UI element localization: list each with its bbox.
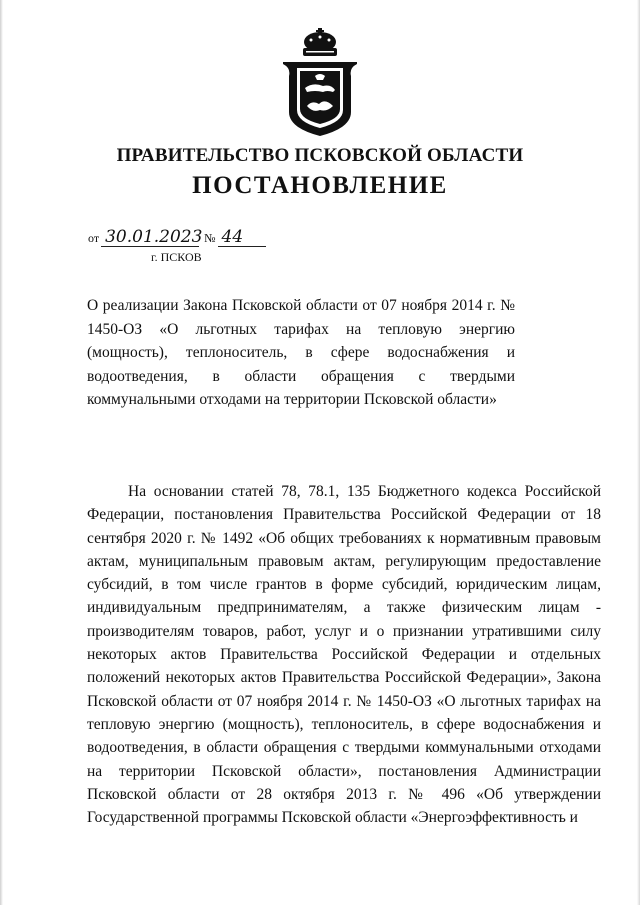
- handwritten-number: 44: [218, 228, 266, 247]
- number-prefix-label: №: [204, 231, 216, 245]
- scan-edge-left: [0, 0, 3, 905]
- date-prefix-label: от: [88, 231, 100, 245]
- city-label: г. ПСКОВ: [151, 250, 202, 264]
- document-subject: О реализации Закона Псковской области от 07 ноября 2014 г. № 1450-ОЗ «О льготных тарифах на тепловую энергию (мощность), теплоноситель, в сфере водоснабжения и водоотведения, в области обращения с твердыми коммунальными отходами на территории Псковской области»: [87, 297, 515, 409]
- document-type-heading: ПОСТАНОВЛЕНИЕ: [192, 172, 448, 199]
- coat-of-arms-icon: [277, 28, 363, 138]
- government-title: ПРАВИТЕЛЬСТВО ПСКОВСКОЙ ОБЛАСТИ: [116, 145, 524, 166]
- date-number-line: [86, 228, 266, 247]
- handwritten-date: 30.01.2023: [101, 228, 199, 247]
- body-paragraph: На основании статей 78, 78.1, 135 Бюджетного кодекса Российской Федерации, постановления Правительства Российской Федерации от 18 сентября 2020 г. № 1492 «Об общих требованиях к нормативным правовым актам, муниципальным правовым актам, регулирующим предоставление субсидий, в том числе грантов в форме субсидий, юридическим лицам, индивидуальным предпринимателям, а также физическим лицам - производителям товаров, работ, услуг и о признании утратившими силу некоторых актов Правительства Российской Федерации и отдельных положений некоторых актов Правительства Российской Федерации», Закона Псковской области от 07 ноября 2014 г. № 1450-ОЗ «О льготных тарифах на тепловую энергию (мощность), теплоноситель, в сфере водоснабжения и водоотведения, в области обращения с твердыми коммунальными отходами на территории Псковской области», постановления Администрации Псковской области от 28 октября 2013 г. № 496 «Об утверждении Государственной программы Псковской области «Энергоэффективность и: [87, 483, 601, 827]
